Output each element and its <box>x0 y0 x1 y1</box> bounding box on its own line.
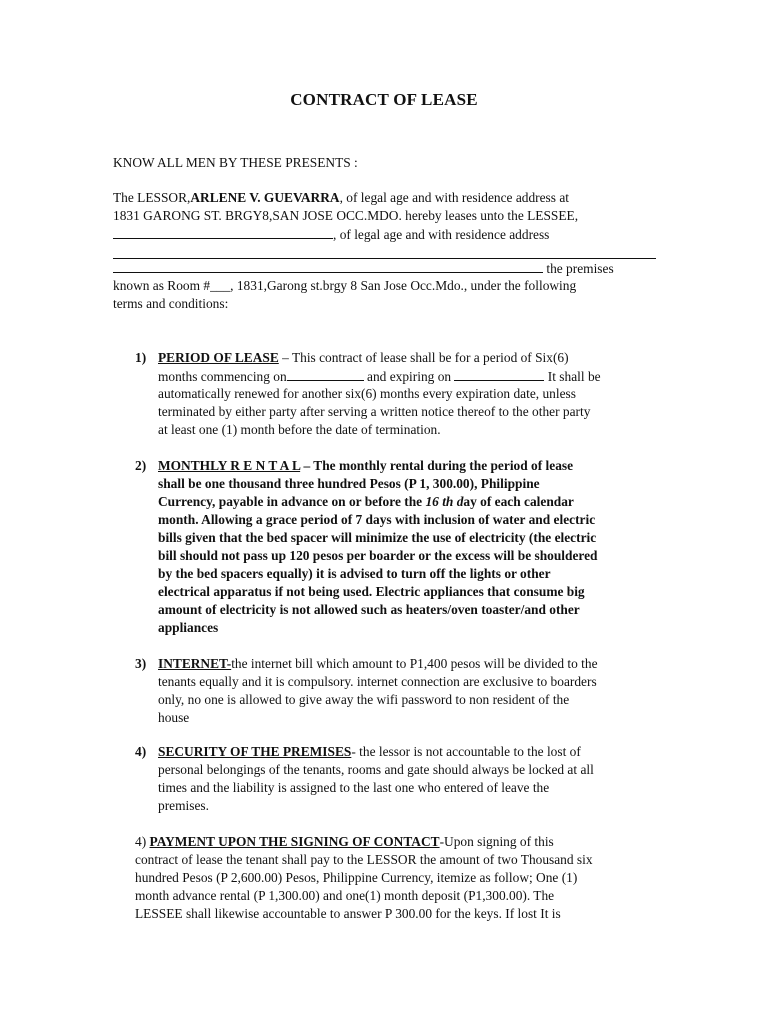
clause-2-text-1: – The monthly rental during the period of lease <box>300 458 574 473</box>
clause-2-text-3b: ay of each calendar <box>463 494 574 509</box>
clause-5-heading: PAYMENT UPON THE SIGNING OF CONTACT <box>149 834 440 849</box>
clause-4-line-1 <box>158 743 581 761</box>
parties-line-6: terms and conditions: <box>113 296 229 311</box>
clause-5-line-5: LESSEE shall likewise accountable to answer P 300.00 for the keys. If lost It is <box>135 906 561 921</box>
clause-2-number: 2) <box>135 458 147 473</box>
parties-line-2: 1831 GARONG ST. BRGY8,SAN JOSE OCC.MDO. hereby leases unto the LESSEE, <box>113 208 579 223</box>
lessor-name: ARLENE V. GUEVARRA <box>190 190 340 205</box>
clause-1-number: 1) <box>135 350 147 365</box>
clause-4-heading: SECURITY OF THE PREMISES <box>158 744 352 759</box>
clause-2-line-9: amount of electricity is not allowed such as heaters/oven toaster/and other <box>158 602 580 617</box>
intro-line: KNOW ALL MEN BY THESE PRESENTS : <box>113 155 358 170</box>
clause-2-line-6: bill should not pass up 120 pesos per boarder or the excess will be shouldered <box>158 548 598 563</box>
clause-2-line-8: electrical apparatus if not being used. Electric appliances that consume big <box>158 584 585 599</box>
parties-lessee-suffix: , of legal age and with residence address <box>333 227 550 242</box>
clause-1-line-3: automatically renewed for another six(6) months every expiration date, unless <box>158 386 576 401</box>
clause-5-text-1: -Upon signing of this <box>439 834 554 849</box>
clause-4-line-2: personal belongings of the tenants, rooms and gate should always be locked at all <box>158 762 594 777</box>
clause-2-line-7: by the bed spacers equally) it is advised to turn off the lights or other <box>158 566 551 581</box>
clause-1-line-4: terminated by either party after serving a written notice thereof to the other party <box>158 404 591 419</box>
expiring-date-blank <box>454 367 544 381</box>
clause-1-text-2c: It shall be <box>544 369 601 384</box>
commencing-date-blank <box>287 367 364 381</box>
clause-3-line-2: tenants equally and it is compulsory. internet connection are exclusive to boarders <box>158 674 597 689</box>
clause-1-line-5: at least one (1) month before the date of termination. <box>158 422 441 437</box>
clause-2-text-3a: Currency, payable in advance on or before the <box>158 494 426 509</box>
clause-1-line-1 <box>158 349 569 367</box>
clause-3-heading: INTERNET- <box>158 656 232 671</box>
clause-1-heading: PERIOD OF LEASE <box>158 350 279 365</box>
clause-5-line-3: hundred Pesos (P 2,600.00) Pesos, Philippine Currency, itemize as follow; One (1) <box>135 870 578 885</box>
clause-2-line-10: appliances <box>158 620 219 635</box>
clause-2-line-2: shall be one thousand three hundred Pesos (P 1, 300.00), Philippine <box>158 476 540 491</box>
lessee-name-blank <box>113 225 333 239</box>
clause-3-number: 3) <box>135 656 147 671</box>
address-blank-line-2 <box>113 259 543 273</box>
parties-line-4 <box>113 259 614 278</box>
clause-5-number: 4) <box>135 834 147 849</box>
clause-4-number: 4) <box>135 744 147 759</box>
clause-4-line-3: times and the liability is assigned to the last one who entered of leave the <box>158 780 550 795</box>
parties-line-3 <box>113 225 549 244</box>
clause-1-text-2b: and expiring on <box>363 369 455 384</box>
clause-2-line-4: month. Allowing a grace period of 7 days with inclusion of water and electric <box>158 512 596 527</box>
clause-3-text-1: the internet bill which amount to P1,400 pesos will be divided to the <box>231 656 598 671</box>
clause-3-line-3: only, no one is allowed to give away the wifi password to non resident of the <box>158 692 570 707</box>
clause-1-text-1: – This contract of lease shall be for a period of Six(6) <box>278 350 569 365</box>
clause-2-due-day: 16 th d <box>425 494 464 509</box>
clause-1-line-2 <box>158 367 601 386</box>
clause-3-line-1 <box>158 655 598 673</box>
parties-lessor-suffix: , of legal age and with residence address at <box>339 190 569 205</box>
clause-5-line-1 <box>135 833 554 851</box>
parties-premises-suffix: the premises <box>543 261 614 276</box>
clause-1-text-2a: months commencing on <box>158 369 287 384</box>
clause-2-heading: MONTHLY R E N T A L <box>158 458 301 473</box>
clause-4-text-1: - the lessor is not accountable to the lost of <box>351 744 581 759</box>
parties-lessor-prefix: The LESSOR, <box>113 190 191 205</box>
clause-5-line-4: month advance rental (P 1,300.00) and one(1) month deposit (P1,300.00). The <box>135 888 555 903</box>
parties-line-5: known as Room #___, 1831,Garong st.brgy 8 San Jose Occ.Mdo., under the following <box>113 278 577 293</box>
clause-2-line-1 <box>158 457 573 475</box>
document-title: CONTRACT OF LEASE <box>290 90 478 109</box>
clause-2-line-3 <box>158 493 574 511</box>
parties-line-1 <box>113 189 569 207</box>
clause-3-line-4: house <box>158 710 190 725</box>
clause-2-line-5: bills given that the bed spacer will minimize the use of electricity (the electric <box>158 530 597 545</box>
clause-5-line-2: contract of lease the tenant shall pay to the LESSOR the amount of two Thousand six <box>135 852 593 867</box>
clause-4-line-4: premises. <box>158 798 209 813</box>
